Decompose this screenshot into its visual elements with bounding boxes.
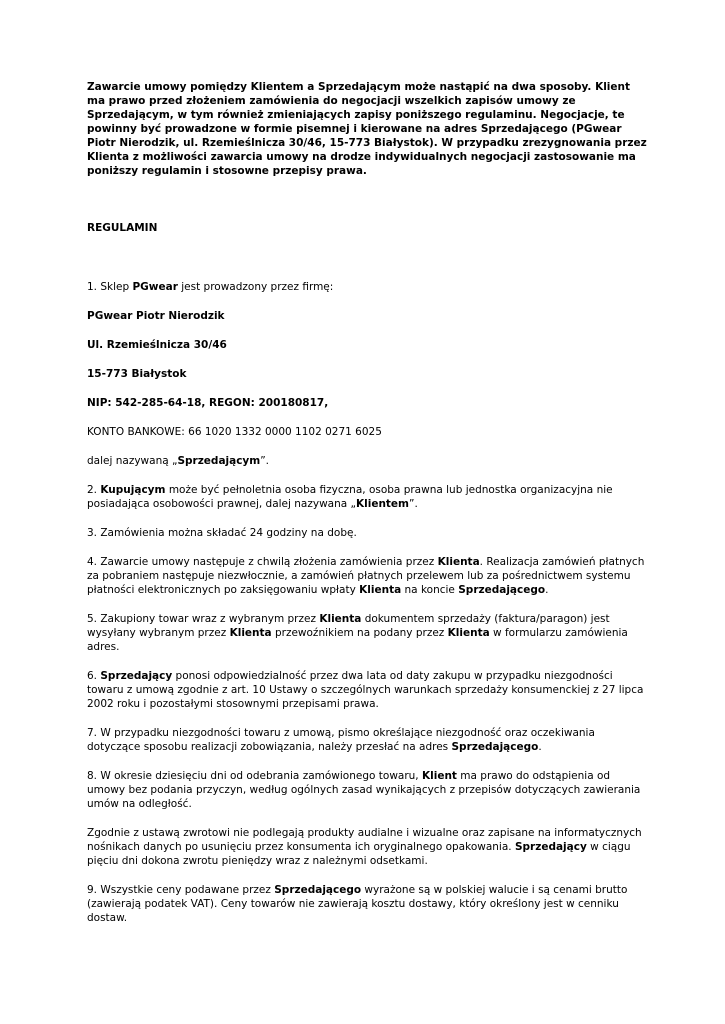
seller-term: Sprzedający	[100, 670, 173, 682]
rule-1	[87, 280, 647, 294]
intro-paragraph: Zawarcie umowy pomiędzy Klientem a Sprzedającym może nastąpić na dwa sposoby. Klient ma prawo przed złożeniem zamówienia do negocjacji wszelkich zapisów umowy ze Sprzedającym, w tym również zmieniających zapisy poniższego regulaminu. Negocjacje, te powinny być prowadzone w formie pisemnej i kierowane na adres Sprzedającego (PGwear Piotr Nierodzik, ul. Rzemieślnicza 30/46, 15-773 Białystok). W przypadku zrezygnowania przez Klienta z możliwości zawarcia umowy na drodze indywidualnych negocjacji zastosowanie ma poniższy regulamin i stosowne przepisy prawa.	[87, 81, 647, 177]
returns-text: Zgodnie z ustawą zwrotowi nie podlegają produkty audialne i wizualne oraz zapisane na informatycznych nośnikach danych po usunięciu przez konsumenta ich oryginalnego opakowania.	[87, 827, 642, 853]
rule-5-text: dokumentem sprzedaży (faktura/paragon) jest wysyłany wybranym przez	[87, 613, 610, 639]
rule-6	[87, 669, 647, 711]
client-term: Klientem	[355, 498, 409, 510]
seller-term: Sprzedającym	[177, 455, 261, 467]
seller-term: Sprzedającego	[451, 741, 539, 753]
rule-4-text: . Realizacja zamówień płatnych za pobraniem następuje niezwłocznie, a zamówień płatnych przelewem lub za pośrednictwem systemu płatności elektronicznych po zaksięgowaniu wpłaty	[87, 556, 645, 596]
rule-2	[87, 483, 647, 511]
seller-definition-end: ”.	[260, 455, 270, 467]
rule-7-text: 7. W przypadku niezgodności towaru z umową, pismo określające niezgodność oraz oczekiwania dotyczące sposobu realizacji zobowiązania, należy przesłać na adres	[87, 727, 595, 753]
client-term: Klienta	[447, 627, 490, 639]
rule-1-text: 1. Sklep	[87, 281, 133, 293]
rule-1-text-end: jest prowadzony przez firmę:	[177, 281, 334, 293]
client-term: Klienta	[359, 584, 402, 596]
rule-3: 3. Zamówienia można składać 24 godziny na dobę.	[87, 527, 357, 539]
rule-2-number: 2.	[87, 484, 101, 496]
rule-8	[87, 769, 647, 811]
seller-term: Sprzedający	[514, 841, 587, 853]
rule-7	[87, 726, 647, 754]
rule-8-returns	[87, 826, 647, 868]
regulations-heading: REGULAMIN	[87, 222, 158, 234]
rule-5-text: 5. Zakupiony towar wraz z wybranym przez	[87, 613, 320, 625]
seller-term: Sprzedającego	[458, 584, 546, 596]
rule-5	[87, 612, 647, 654]
regulations-body	[87, 280, 647, 940]
rule-5-text: przewoźnikiem na podany przez	[271, 627, 448, 639]
company-name: PGwear Piotr Nierodzik	[87, 310, 225, 322]
rule-4	[87, 555, 647, 597]
client-term: Klienta	[319, 613, 362, 625]
rule-6-text: ponosi odpowiedzialność przez dwa lata od daty zakupu w przypadku niezgodności towaru z umową zgodnie z art. 10 Ustawy o szczególnych warunkach sprzedaży konsumenckiej z 27 lipca 2002 roku i pozostałymi stosownymi przepisami prawa.	[87, 670, 644, 710]
client-term: Klient	[422, 770, 457, 782]
rule-4-text: na koncie	[401, 584, 459, 596]
seller-definition-text: dalej nazywaną „	[87, 455, 178, 467]
rule-9-text-end: wyrażone są w polskiej walucie i są cenami brutto (zawierają podatek VAT). Ceny towarów nie zawierają kosztu dostawy, który określony jest w cenniku dostaw.	[87, 884, 628, 924]
seller-definition	[87, 454, 647, 468]
document-page	[87, 80, 647, 924]
bank-account: KONTO BANKOWE: 66 1020 1332 0000 1102 0271 6025	[87, 426, 382, 438]
rule-9-text: 9. Wszystkie ceny podawane przez	[87, 884, 275, 896]
company-street: Ul. Rzemieślnicza 30/46	[87, 339, 227, 351]
rule-2-text: może być pełnoletnia osoba fizyczna, osoba prawna lub jednostka organizacyjna nie posiadająca osobowości prawnej, dalej nazywana „	[87, 484, 613, 510]
buyer-term: Kupującym	[100, 484, 166, 496]
rule-4-end: .	[545, 584, 549, 596]
shop-name: PGwear	[132, 281, 178, 293]
company-city: 15-773 Białystok	[87, 368, 187, 380]
rule-2-end: ”.	[409, 498, 418, 510]
client-term: Klienta	[437, 556, 480, 568]
rule-7-end: .	[538, 741, 542, 753]
rule-8-text: ma prawo do odstąpienia od umowy bez podania przyczyn, według ogólnych zasad wynikających z przepisów dotyczących zawierania umów na odległość.	[87, 770, 641, 810]
rule-9	[87, 883, 647, 925]
seller-term: Sprzedającego	[274, 884, 362, 896]
rule-4-text: 4. Zawarcie umowy następuje z chwilą złożenia zamówienia przez	[87, 556, 438, 568]
rule-8-text: 8. W okresie dziesięciu dni od odebrania zamówionego towaru,	[87, 770, 422, 782]
rule-5-end: w formularzu zamówienia adres.	[87, 627, 628, 653]
company-ids: NIP: 542-285-64-18, REGON: 200180817,	[87, 397, 329, 409]
rule-6-number: 6.	[87, 670, 101, 682]
client-term: Klienta	[229, 627, 272, 639]
returns-text-end: w ciągu pięciu dni dokona zwrotu pieniędzy wraz z należnymi odsetkami.	[87, 841, 631, 867]
